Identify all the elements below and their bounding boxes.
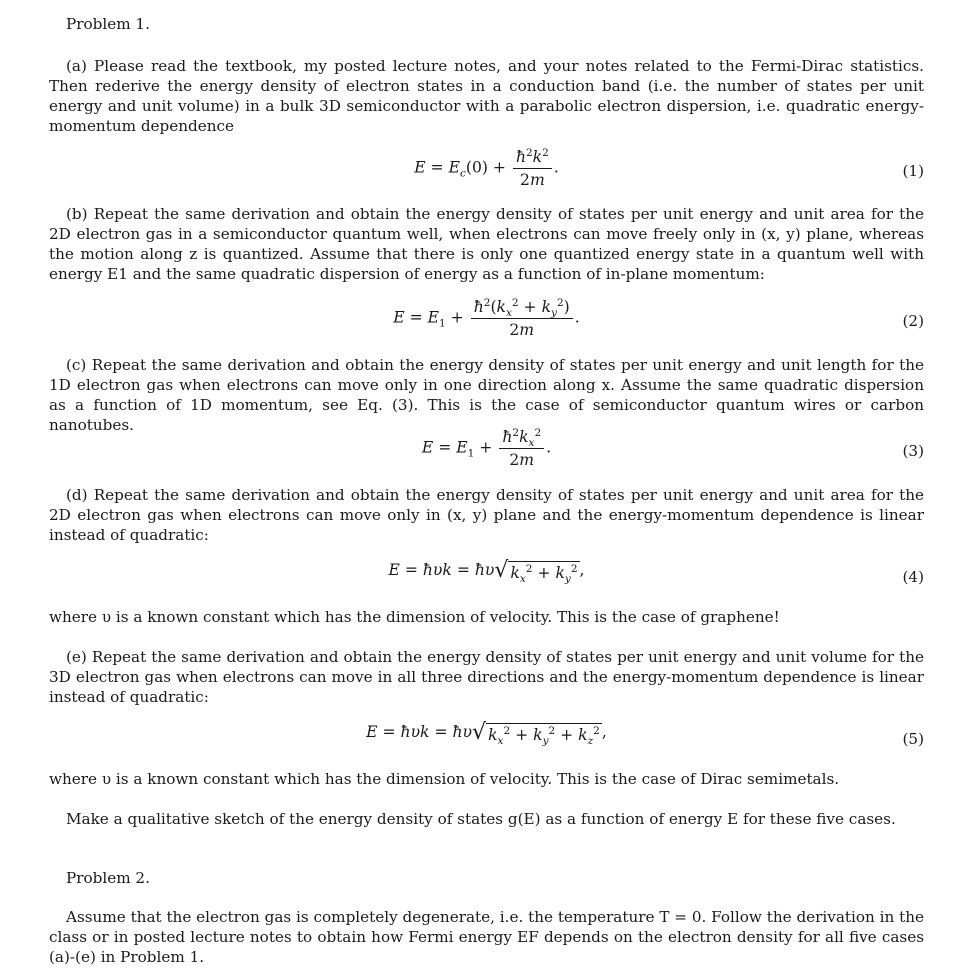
equation-1-number: (1): [902, 162, 924, 180]
problem-1-part-a: (a) Please read the textbook, my posted lecture notes, and your notes related to the Fermi-Dirac statistics. Then rederive the energy density of electron states in a conduction band (i.e. the number of states per unit energy and unit volume) in a bulk 3D semiconductor with a parabolic electron dispersion, i.e. quadratic energy-momentum dependence: [49, 57, 924, 135]
equation-2: $E = E_1$ + $\frac{ħ^2(k_x^2 + k_y^2)}{2m}$ . (2): [393, 296, 924, 339]
equation-4-number: (4): [902, 568, 924, 586]
problem-1-part-e-note: where υ is a known constant which has the dimension of velocity. This is the case of Dirac semimetals.: [49, 770, 840, 788]
problem-1-sketch-task: Make a qualitative sketch of the energy density of states g(E) as a function of energy E for these five cases.: [66, 810, 896, 828]
problem-1-part-d: (d) Repeat the same derivation and obtain the energy density of states per unit energy and unit area for the 2D electron gas when electrons can move only in (x, y) plane and the energy-momentum dependence is linear instead of quadratic:: [49, 486, 924, 544]
problem-1-heading: Problem 1.: [66, 15, 150, 33]
problem-1-part-e: (e) Repeat the same derivation and obtain the energy density of states per unit energy and unit volume for the 3D electron gas when electrons can move in all three directions and the energy-momentum dependence is linear instead of quadratic:: [49, 648, 924, 706]
problem-1-part-b: (b) Repeat the same derivation and obtain the energy density of states per unit energy and unit area for the 2D electron gas in a semiconductor quantum well, when electrons can move freely only in (x, y) plane, whereas the motion along z is quantized. Assume that there is only one quantized energy state in a quantum well with energy E1 and the same quadratic dispersion of energy as a function of in-plane momentum:: [49, 205, 924, 283]
equation-4: E = ħυk = ħυ√ $k_x^2 + k_y^2$ , (4): [388, 558, 924, 586]
equation-5: E = ħυk = ħυ√ $k_x^2 + k_y^2 + k_z^2$ , (5): [366, 720, 924, 748]
equation-5-number: (5): [902, 730, 924, 748]
problem-1-part-d-note: where υ is a known constant which has the dimension of velocity. This is the case of graphene!: [49, 608, 780, 626]
equation-2-number: (2): [902, 312, 924, 330]
equation-3: $E = E_1$ + $\frac{ħ^2k_x^2}{2m}$ . (3): [421, 426, 924, 469]
problem-2-heading: Problem 2.: [66, 869, 150, 887]
equation-3-number: (3): [902, 442, 924, 460]
problem-1-part-c: (c) Repeat the same derivation and obtain the energy density of states per unit energy and unit length for the 1D electron gas when electrons can move only in one direction along x. Assume the same quadratic dispersion as a function of 1D momentum, see Eq. (3). This is the case of semiconductor quantum wires or carbon nanotubes.: [49, 356, 924, 434]
problem-2-body: Assume that the electron gas is completely degenerate, i.e. the temperature T = 0. Follow the derivation in the class or in posted lecture notes to obtain how Fermi energy EF depends on the electron density for all five cases (a)-(e) in Problem 1.: [49, 908, 924, 966]
equation-1: $E = E_c(0)$ + $\frac{ħ^2k^2}{2m}$ . (1): [414, 146, 924, 189]
